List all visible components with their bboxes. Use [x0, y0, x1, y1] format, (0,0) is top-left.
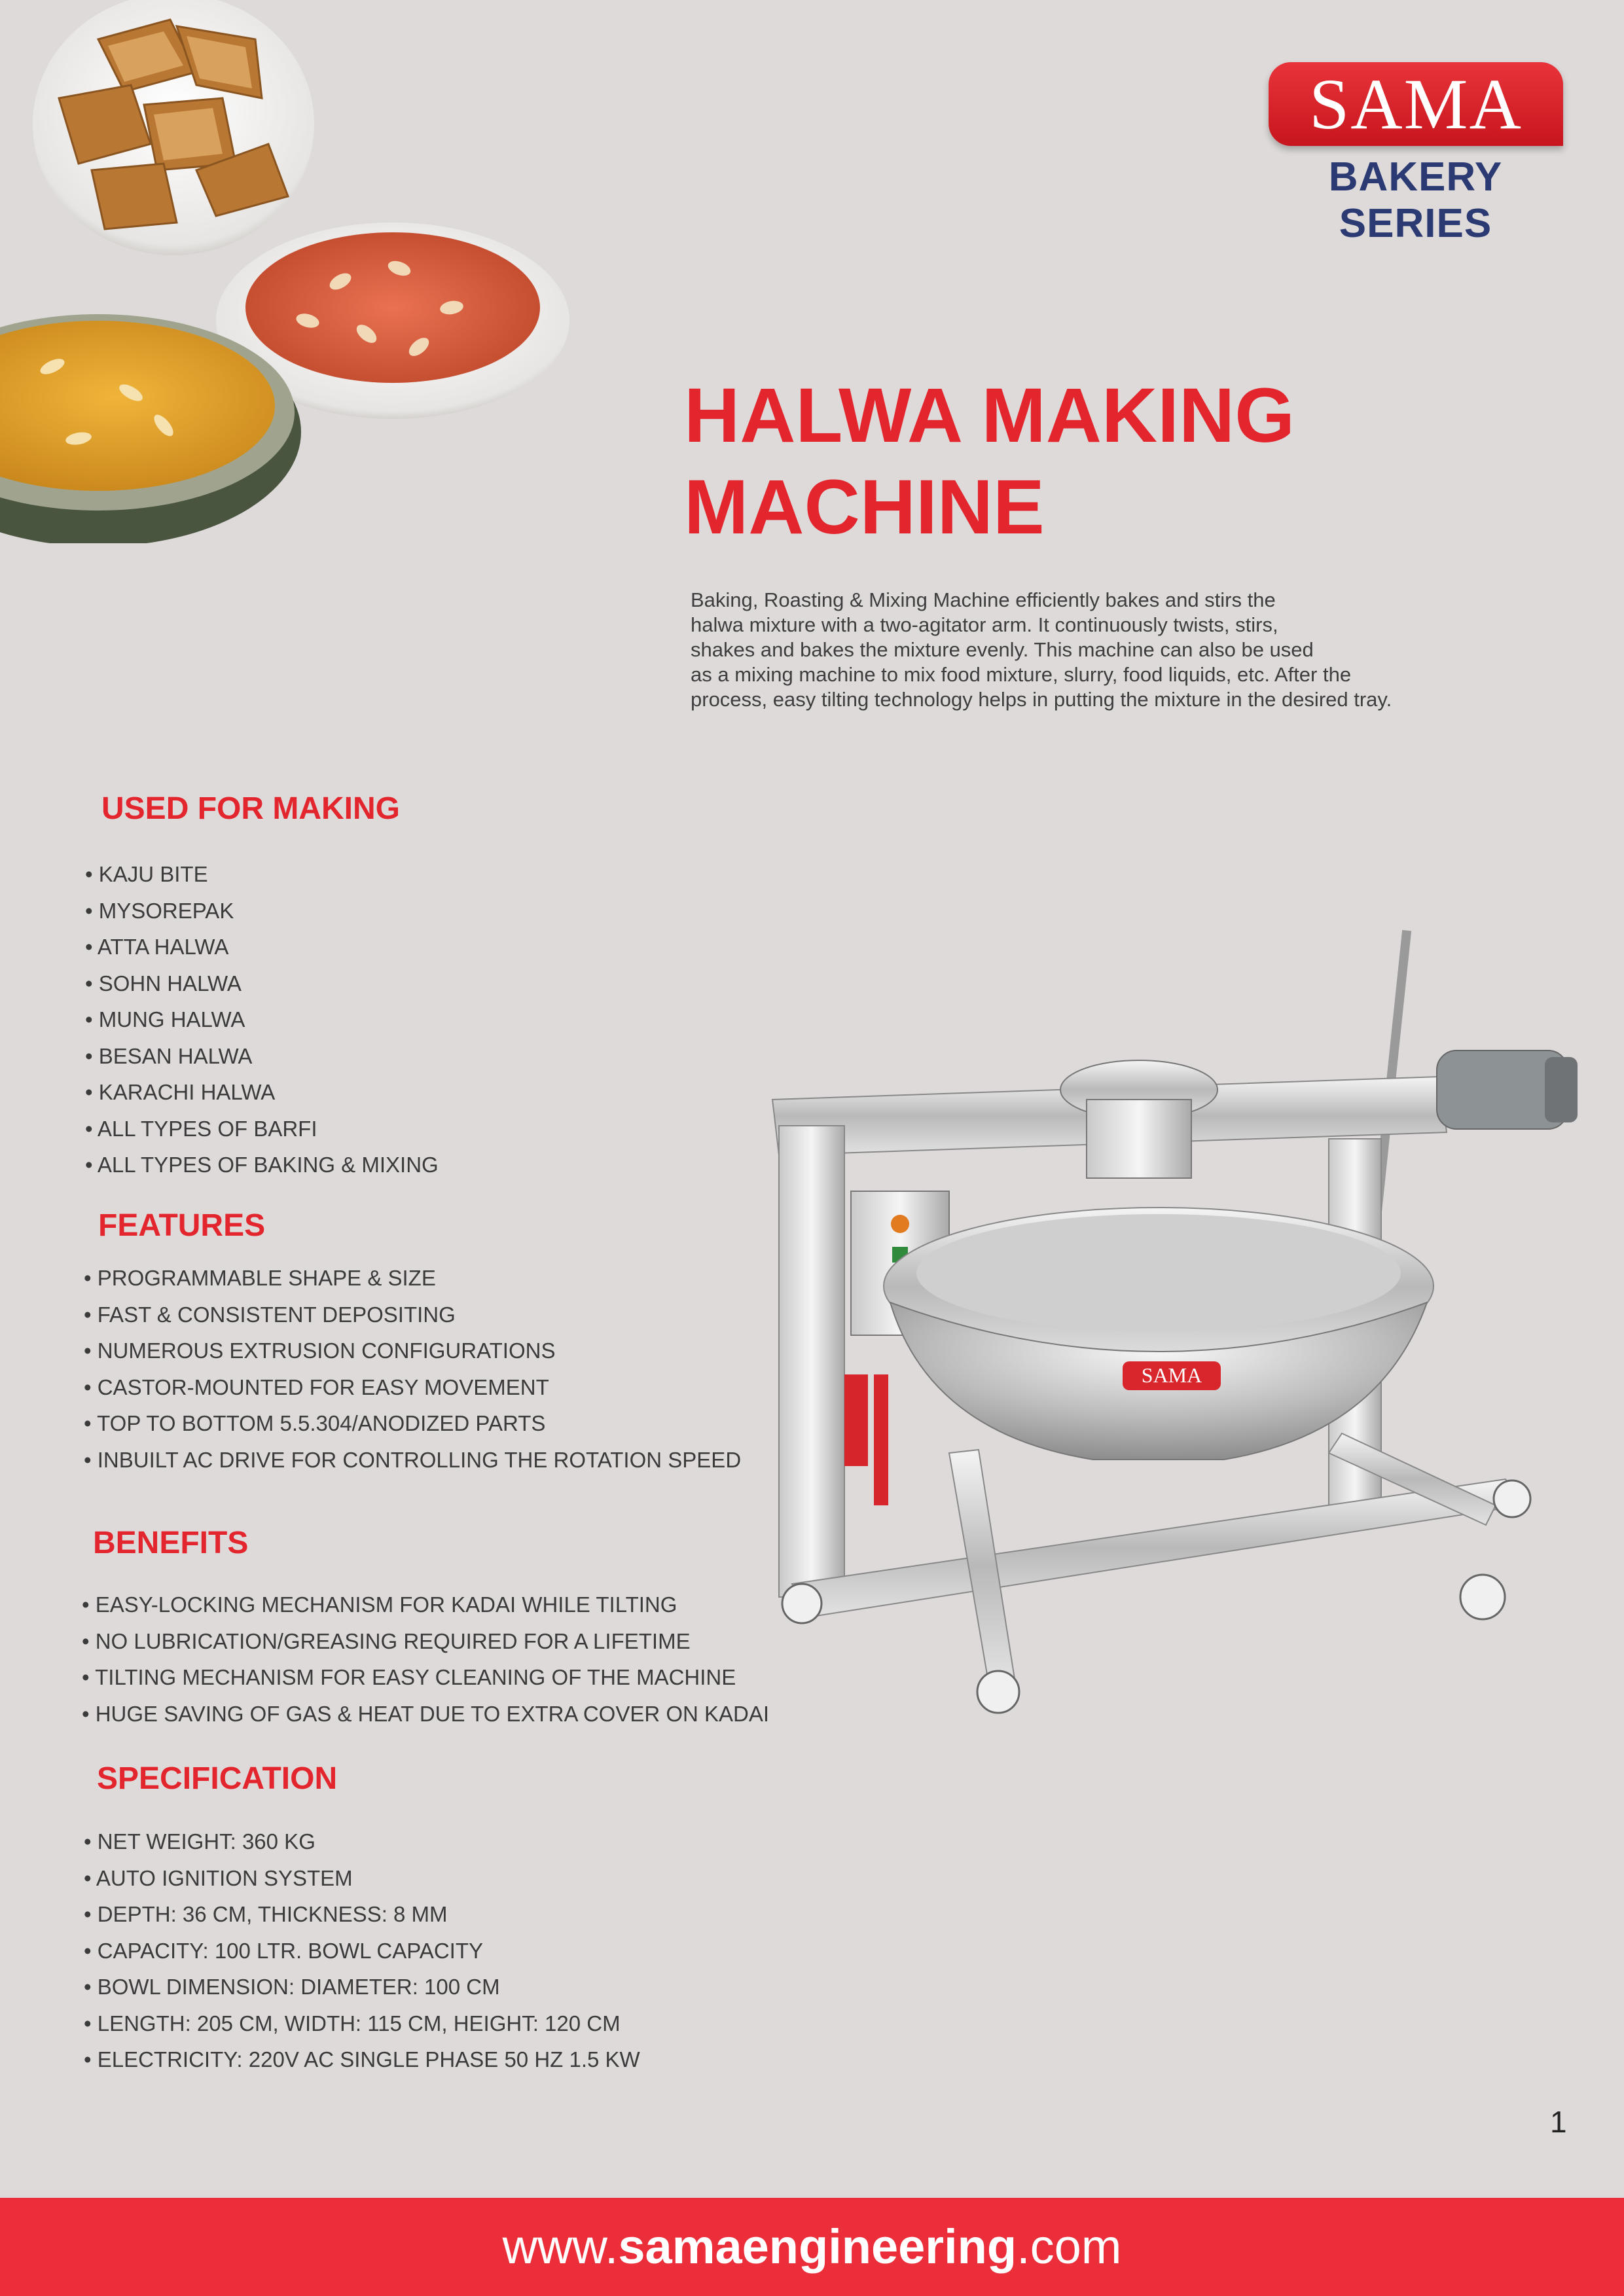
intro-line: halwa mixture with a two-agitator arm. It continuously twists, stirs,	[691, 613, 1278, 636]
list-item: • TOP TO BOTTOM 5.5.304/ANODIZED PARTS	[84, 1411, 546, 1435]
intro-line: Baking, Roasting & Mixing Machine efficiently bakes and stirs the	[691, 588, 1276, 611]
list-item: • DEPTH: 36 CM, THICKNESS: 8 MM	[84, 1902, 448, 1926]
halwa-making-machine-image	[753, 916, 1604, 1767]
list-item: • CASTOR-MOUNTED FOR EASY MOVEMENT	[84, 1374, 549, 1399]
intro-line: as a mixing machine to mix food mixture, slurry, food liquids, etc. After the	[691, 663, 1352, 686]
list-item: • KARACHI HALWA	[85, 1080, 276, 1104]
intro-line: process, easy tilting technology helps in putting the mixture in the desired tray.	[691, 688, 1392, 711]
list-item: • EASY-LOCKING MECHANISM FOR KADAI WHILE TILTING	[82, 1592, 677, 1617]
features-heading: FEATURES	[98, 1208, 266, 1243]
footer-url-prefix: www.	[502, 2219, 619, 2274]
footer-website-link[interactable]	[0, 2198, 1624, 2296]
list-item: • AUTO IGNITION SYSTEM	[84, 1865, 353, 1890]
list-item: • KAJU BITE	[85, 862, 208, 886]
intro-paragraph	[691, 588, 1542, 712]
page-title	[684, 370, 1568, 553]
page-title-line-1: HALWA MAKING	[684, 372, 1295, 459]
machine-brand-label: SAMA	[1141, 1363, 1202, 1387]
logo-series-label: BAKERY SERIES	[1328, 154, 1503, 246]
list-item: • TILTING MECHANISM FOR EASY CLEANING OF THE MACHINE	[82, 1665, 736, 1689]
logo-text: SAMA	[1309, 64, 1523, 144]
specification-list	[84, 1823, 640, 2078]
footer-bar	[0, 2198, 1624, 2296]
list-item: • MUNG HALWA	[85, 1007, 245, 1031]
halwa-food-plates-image	[0, 0, 589, 543]
benefits-heading: BENEFITS	[93, 1526, 249, 1560]
list-item: • PROGRAMMABLE SHAPE & SIZE	[84, 1266, 436, 1290]
sama-bakery-series-logo	[1250, 62, 1581, 246]
list-item: • ALL TYPES OF BAKING & MIXING	[85, 1153, 439, 1177]
benefits-list	[82, 1587, 769, 1732]
list-item: • SOHN HALWA	[85, 971, 242, 996]
list-item: • NUMEROUS EXTRUSION CONFIGURATIONS	[84, 1338, 556, 1363]
list-item: • CAPACITY: 100 LTR. BOWL CAPACITY	[84, 1938, 483, 1963]
list-item: • ALL TYPES OF BARFI	[85, 1116, 317, 1141]
footer-url-main: samaengineering	[618, 2219, 1017, 2274]
specification-heading: SPECIFICATION	[97, 1761, 338, 1796]
list-item: • MYSOREPAK	[85, 898, 234, 923]
used-for-heading: USED FOR MAKING	[101, 791, 400, 826]
list-item: • NO LUBRICATION/GREASING REQUIRED FOR A LIFETIME	[82, 1628, 691, 1653]
list-item: • ATTA HALWA	[85, 935, 229, 959]
list-item: • BESAN HALWA	[85, 1043, 253, 1068]
list-item: • BOWL DIMENSION: DIAMETER: 100 CM	[84, 1975, 500, 1999]
features-list	[84, 1260, 741, 1478]
list-item: • INBUILT AC DRIVE FOR CONTROLLING THE ROTATION SPEED	[84, 1447, 742, 1472]
list-item: • LENGTH: 205 CM, WIDTH: 115 CM, HEIGHT: 120 CM	[84, 2011, 621, 2036]
list-item: • HUGE SAVING OF GAS & HEAT DUE TO EXTRA COVER ON KADAI	[82, 1701, 770, 1726]
list-item: • NET WEIGHT: 360 KG	[84, 1829, 316, 1854]
footer-url-suffix: .com	[1017, 2219, 1122, 2274]
page-title-line-2: MACHINE	[684, 464, 1045, 550]
page-number: 1	[1550, 2105, 1567, 2139]
used-for-list	[85, 856, 439, 1183]
list-item: • ELECTRICITY: 220V AC SINGLE PHASE 50 HZ 1.5 KW	[84, 2047, 640, 2072]
intro-line: shakes and bakes the mixture evenly. This machine can also be used	[691, 638, 1314, 661]
list-item: • FAST & CONSISTENT DEPOSITING	[84, 1302, 456, 1327]
